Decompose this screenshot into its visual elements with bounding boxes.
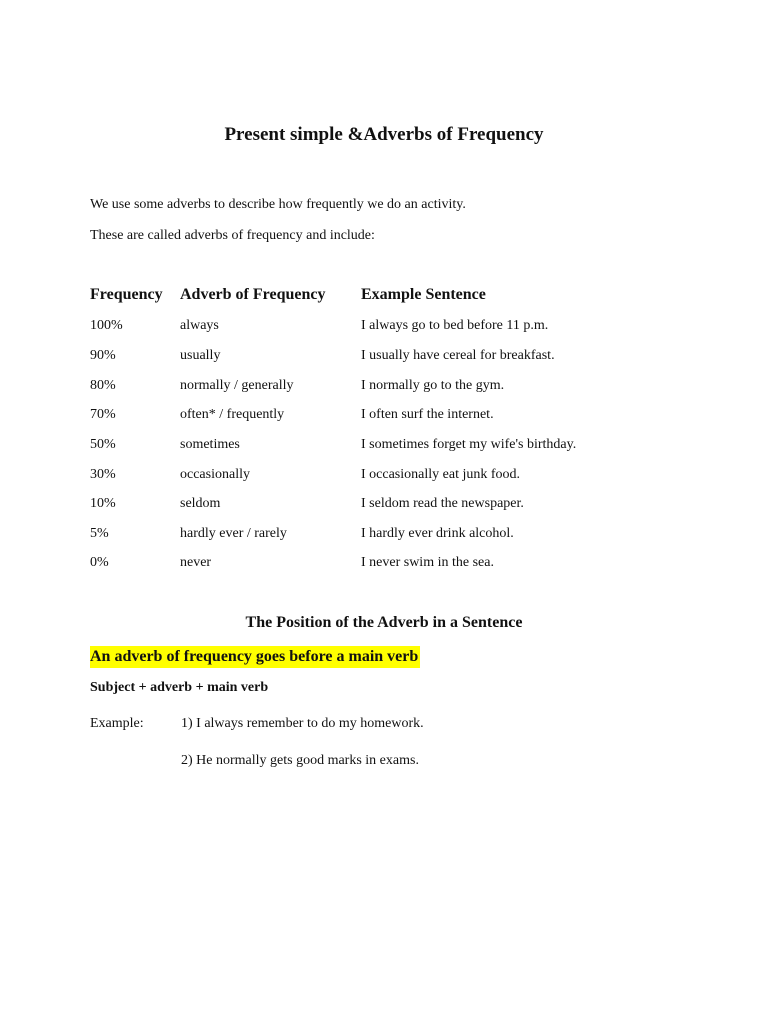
adverb-cell: always	[180, 318, 219, 333]
example-cell: I occasionally eat junk food.	[361, 467, 521, 482]
example-cell: I sometimes forget my wife's birthday.	[361, 437, 577, 452]
table-row	[0, 467, 768, 487]
example-label: Example:	[90, 716, 144, 731]
frequency-cell: 5%	[90, 526, 109, 541]
intro-line-1: We use some adverbs to describe how frequently we do an activity.	[90, 197, 466, 212]
frequency-cell: 30%	[90, 467, 116, 482]
intro-line-2: These are called adverbs of frequency and include:	[90, 228, 375, 243]
example-cell: I often surf the internet.	[361, 407, 494, 422]
example-cell: I usually have cereal for breakfast.	[361, 348, 555, 363]
table-row	[0, 496, 768, 516]
example-cell: I seldom read the newspaper.	[361, 496, 524, 511]
example-cell: I always go to bed before 11 p.m.	[361, 318, 549, 333]
example-cell: I normally go to the gym.	[361, 378, 505, 393]
adverb-cell: sometimes	[180, 437, 240, 452]
adverb-cell: hardly ever / rarely	[180, 526, 287, 541]
table-header-adverb: Adverb of Frequency	[180, 286, 326, 303]
table-row	[0, 437, 768, 457]
table-row	[0, 348, 768, 368]
sentence-formula: Subject + adverb + main verb	[90, 680, 269, 695]
adverb-cell: seldom	[180, 496, 221, 511]
section-title: The Position of the Adverb in a Sentence	[245, 614, 523, 631]
table-row	[0, 407, 768, 427]
table-row	[0, 378, 768, 398]
example-cell: I never swim in the sea.	[361, 555, 494, 570]
example-sentence-1: 1) I always remember to do my homework.	[181, 716, 424, 731]
table-row	[0, 555, 768, 575]
frequency-cell: 100%	[90, 318, 123, 333]
table-header-frequency: Frequency	[90, 286, 163, 303]
frequency-cell: 0%	[90, 555, 109, 570]
frequency-cell: 80%	[90, 378, 116, 393]
highlighted-rule: An adverb of frequency goes before a main verb	[90, 646, 420, 668]
frequency-cell: 50%	[90, 437, 116, 452]
adverb-cell: usually	[180, 348, 221, 363]
frequency-cell: 70%	[90, 407, 116, 422]
document-title: Present simple &Adverbs of Frequency	[224, 124, 544, 145]
adverb-cell: often* / frequently	[180, 407, 285, 422]
example-sentence-2: 2) He normally gets good marks in exams.	[181, 753, 419, 768]
frequency-cell: 90%	[90, 348, 116, 363]
table-header-example: Example Sentence	[361, 286, 486, 303]
frequency-cell: 10%	[90, 496, 116, 511]
table-row	[0, 526, 768, 546]
adverb-cell: normally / generally	[180, 378, 294, 393]
table-row	[0, 318, 768, 338]
example-cell: I hardly ever drink alcohol.	[361, 526, 514, 541]
adverb-cell: occasionally	[180, 467, 250, 482]
adverb-cell: never	[180, 555, 212, 570]
